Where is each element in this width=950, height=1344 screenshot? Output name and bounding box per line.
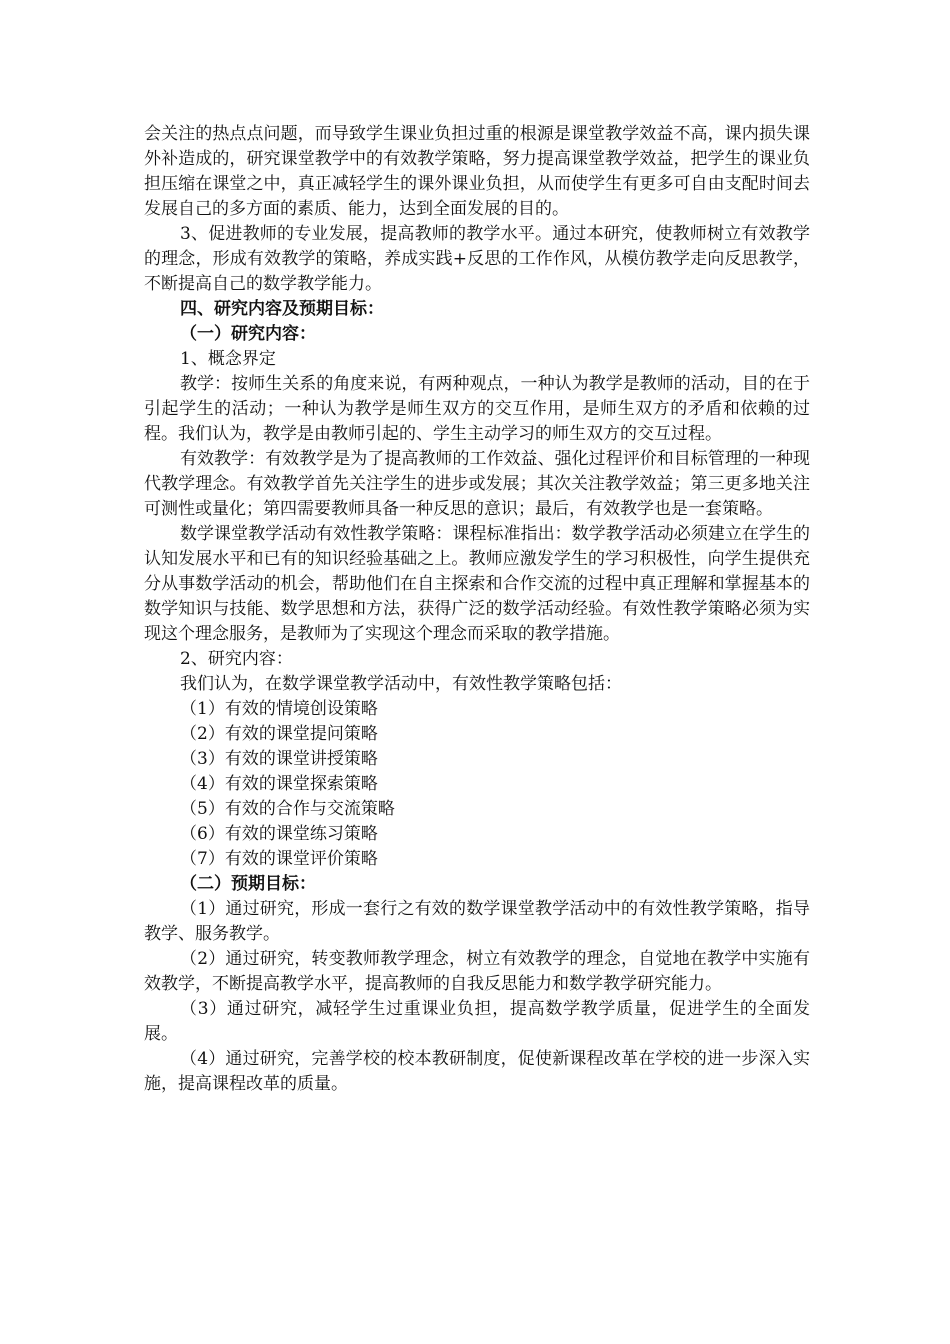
list-item: （4）有效的课堂探索策略 <box>180 774 378 794</box>
paragraph: （4）通过研究，完善学校的校本教研制度，促使新课程改革在学校的进一步深入实施，提高课程改革的质量。 <box>144 1049 810 1094</box>
paragraph: 会关注的热点点问题，而导致学生课业负担过重的根源是课堂教学效益不高，课内损失课外补造成的，研究课堂教学中的有效教学策略，努力提高课堂教学效益，把学生的课业负担压缩在课堂之中，真正减轻学生的课外课业负担，从而使学生有更多可自由支配时间去发展自己的多方面的素质、能力，达到全面发展的目的。 <box>144 124 810 219</box>
list-item: （5）有效的合作与交流策略 <box>180 799 395 819</box>
subsection-heading: （一）研究内容： <box>180 324 316 344</box>
list-item: （3）有效的课堂讲授策略 <box>180 749 378 769</box>
paragraph: 教学：按师生关系的角度来说，有两种观点，一种认为教学是教师的活动，目的在于引起学生的活动；一种认为教学是师生双方的交互作用，是师生双方的矛盾和依赖的过程。我们认为，教学是由教师引起的、学生主动学习的师生双方的交互过程。 <box>144 374 810 444</box>
document-body <box>144 122 810 1097</box>
paragraph: 数学课堂教学活动有效性教学策略：课程标准指出：数学教学活动必须建立在学生的认知发展水平和已有的知识经验基础之上。教师应激发学生的学习积极性，向学生提供充分从事数学活动的机会，帮助他们在自主探索和合作交流的过程中真正理解和掌握基本的数学知识与技能、数学思想和方法，获得广泛的数学活动经验。有效性教学策略必须为实现这个理念服务，是教师为了实现这个理念而采取的教学措施。 <box>144 524 810 644</box>
list-item: （6）有效的课堂练习策略 <box>180 824 378 844</box>
paragraph: （3）通过研究，减轻学生过重课业负担，提高数学教学质量，促进学生的全面发展。 <box>144 999 810 1044</box>
section-heading: 四、研究内容及预期目标： <box>180 299 384 319</box>
list-item: （1）有效的情境创设策略 <box>180 699 378 719</box>
paragraph: 3、促进教师的专业发展，提高教师的教学水平。通过本研究，使教师树立有效教学的理念，形成有效教学的策略，养成实践+反思的工作作风，从模仿教学走向反思教学，不断提高自己的数学教学能力。 <box>144 224 810 294</box>
paragraph: （2）通过研究，转变教师教学理念，树立有效教学的理念，自觉地在教学中实施有效教学，不断提高教学水平，提高教师的自我反思能力和数学教学研究能力。 <box>144 949 810 994</box>
paragraph: 有效教学：有效教学是为了提高教师的工作效益、强化过程评价和目标管理的一种现代教学理念。有效教学首先关注学生的进步或发展；其次关注教学效益；第三更多地关注可测性或量化；第四需要教师具备一种反思的意识；最后，有效教学也是一套策略。 <box>144 449 810 519</box>
list-item: （7）有效的课堂评价策略 <box>180 849 378 869</box>
subsection-heading: （二）预期目标： <box>180 874 316 894</box>
paragraph: 我们认为，在数学课堂教学活动中，有效性教学策略包括： <box>180 674 622 694</box>
list-item: （2）有效的课堂提问策略 <box>180 724 378 744</box>
paragraph: 1、概念界定 <box>180 349 276 369</box>
paragraph: 2、研究内容： <box>180 649 293 669</box>
paragraph: （1）通过研究，形成一套行之有效的数学课堂教学活动中的有效性教学策略，指导教学、服务教学。 <box>144 899 810 944</box>
